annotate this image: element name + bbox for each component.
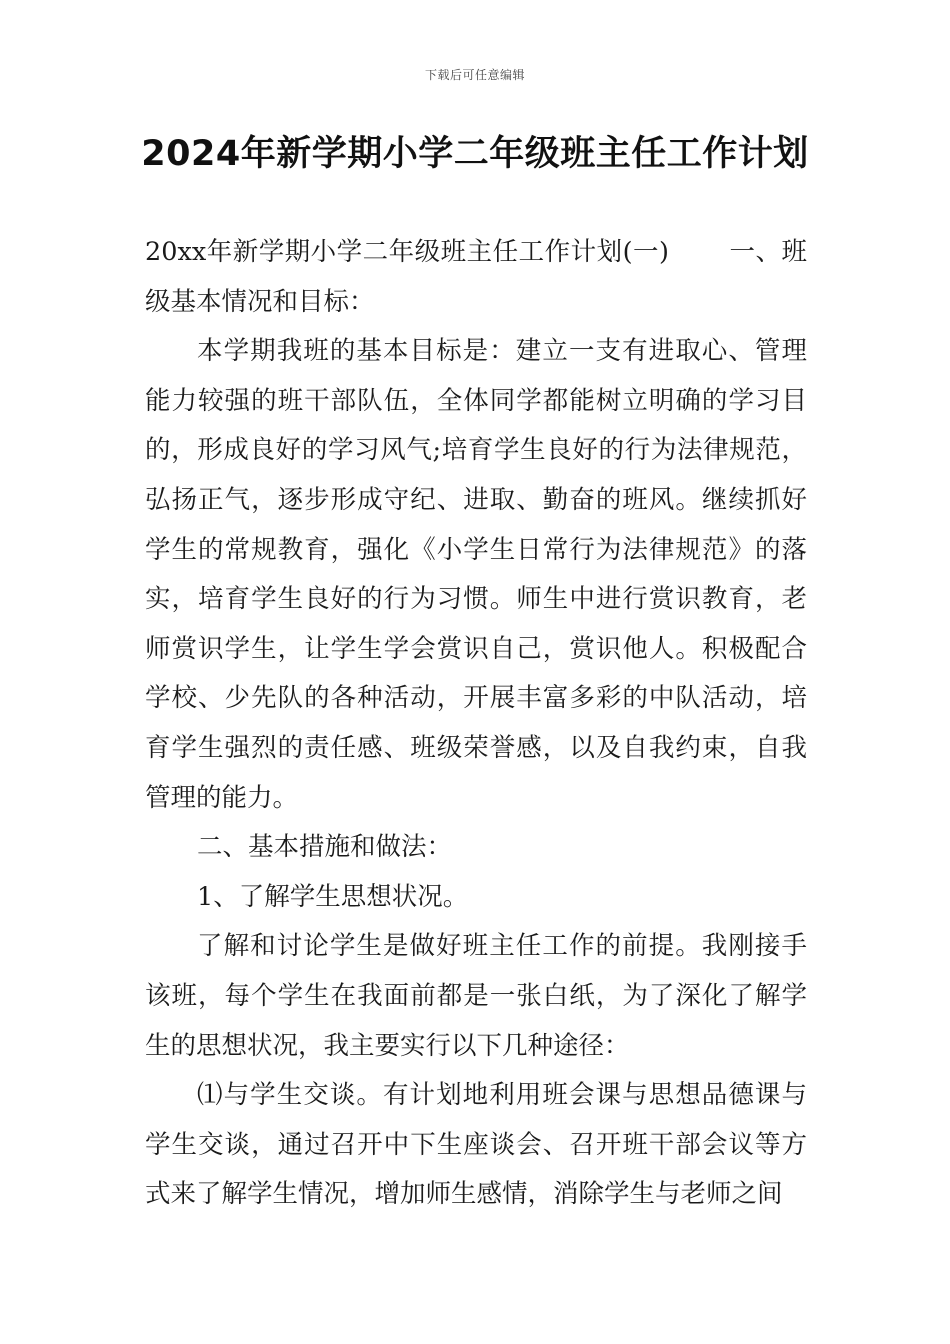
- section-heading-1: 一、班级基本情况和目标：: [145, 237, 807, 317]
- intro-paragraph: [145, 228, 807, 327]
- understanding-paragraph: 了解和讨论学生是做好班主任工作的前提。我刚接手该班，每个学生在我面前都是一张白纸，为了深化了解学生的思想状况，我主要实行以下几种途径：: [145, 931, 807, 1061]
- document-title: 2024年新学期小学二年级班主任工作计划: [141, 134, 809, 174]
- subsection-heading-1: 1、了解学生思想状况。: [197, 881, 469, 912]
- goal-paragraph: 本学期我班的基本目标是：建立一支有进取心、管理能力较强的班干部队伍，全体同学都能树立明确的学习目的，形成良好的学习风气;培育学生良好的行为法律规范，弘扬正气，逐步形成守纪、进取、勤奋的班风。继续抓好学生的常规教育，强化《小学生日常行为法律规范》的落实，培育学生良好的行为习惯。师生中进行赏识教育，老师赏识学生，让学生学会赏识自己，赏识他人。积极配合学校、少先队的各种活动，开展丰富多彩的中队活动，培育学生强烈的责任感、班级荣誉感，以及自我约束，自我管理的能力。: [145, 336, 807, 813]
- plan-subtitle: 20xx年新学期小学二年级班主任工作计划(一): [145, 237, 669, 267]
- document-body: [145, 228, 807, 1220]
- header-note: 下载后可任意编辑: [424, 68, 525, 82]
- section-heading-2: 二、基本措施和做法：: [197, 832, 453, 863]
- conversation-paragraph: ⑴与学生交谈。有计划地利用班会课与思想品德课与学生交谈，通过召开中下生座谈会、召开班干部会议等方式来了解学生情况，增加师生感情，消除学生与老师之间: [145, 1080, 807, 1210]
